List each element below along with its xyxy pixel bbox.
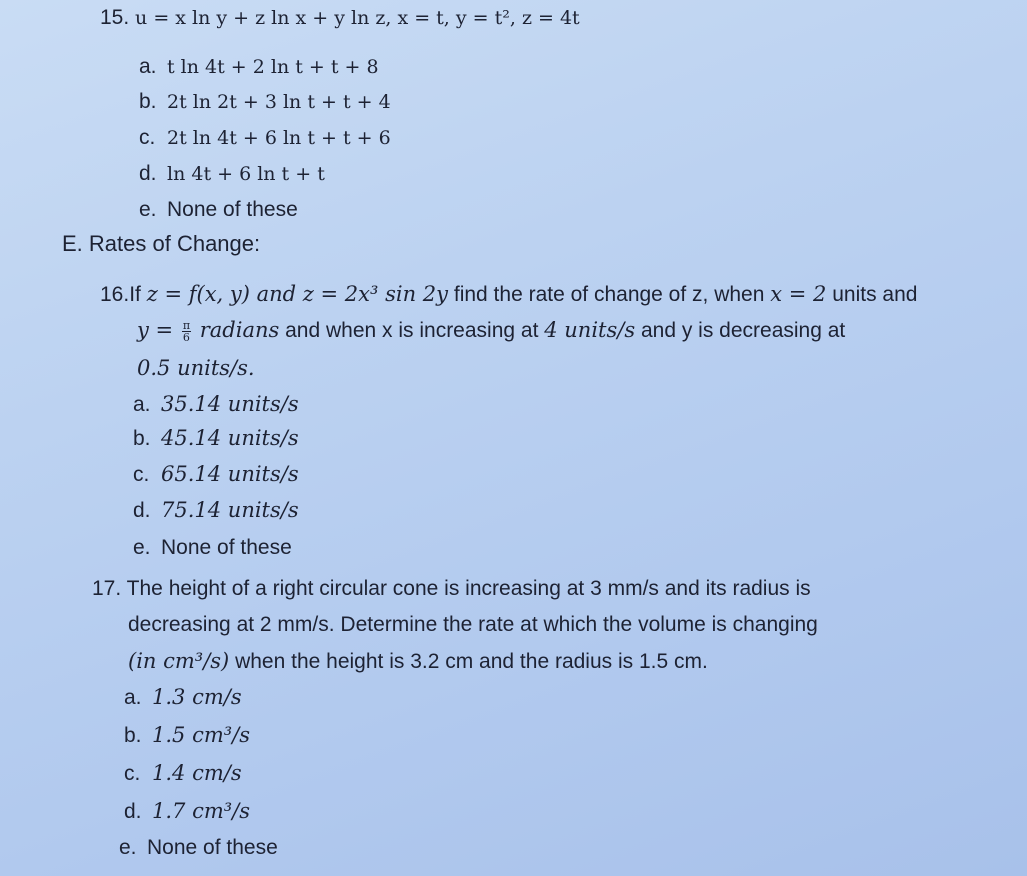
pi-over-six-fraction bbox=[182, 320, 191, 343]
q16-stem-line2 bbox=[137, 317, 845, 344]
option-letter: a. bbox=[133, 393, 151, 416]
q17-option-c[interactable] bbox=[124, 760, 242, 787]
option-text: 1.3 cm/s bbox=[152, 685, 242, 709]
math-segment: 0.5 units/s. bbox=[137, 356, 255, 380]
math-segment: x = 2 bbox=[770, 282, 827, 306]
option-text: 35.14 units/s bbox=[161, 392, 299, 416]
q15-option-a[interactable] bbox=[139, 54, 379, 80]
option-text: 1.4 cm/s bbox=[152, 761, 242, 785]
option-letter: e. bbox=[119, 836, 137, 859]
section-e-heading: E. Rates of Change: bbox=[62, 231, 261, 256]
text-segment: find the rate of change of z, when bbox=[448, 283, 771, 306]
q15-equation: u = x ln y + z ln x + y ln z, x = t, y = t², z = 4t bbox=[135, 7, 580, 29]
option-letter: e. bbox=[133, 536, 151, 559]
option-letter: a. bbox=[124, 686, 142, 709]
option-text: 2t ln 2t + 3 ln t + t + 4 bbox=[167, 91, 391, 113]
q15-option-e[interactable] bbox=[139, 197, 298, 223]
q15-option-d[interactable] bbox=[139, 161, 325, 187]
option-text: None of these bbox=[161, 536, 292, 559]
q17-stem-line3 bbox=[128, 648, 708, 675]
fraction-numerator: π bbox=[182, 318, 191, 332]
q17-option-b[interactable] bbox=[124, 722, 250, 749]
q16-number: 16. bbox=[100, 283, 130, 306]
text-segment: The height of a right circular cone is increasing at 3 mm/s and its radius is bbox=[126, 577, 811, 600]
option-letter: b. bbox=[139, 90, 157, 113]
option-text: None of these bbox=[167, 198, 298, 221]
q17-option-a[interactable] bbox=[124, 684, 242, 711]
option-text: 75.14 units/s bbox=[161, 498, 299, 522]
option-text: 2t ln 4t + 6 ln t + t + 6 bbox=[167, 127, 391, 149]
q16-option-e[interactable] bbox=[133, 535, 292, 561]
option-text: 1.5 cm³/s bbox=[152, 723, 251, 747]
math-segment: z = 2x³ sin 2y bbox=[302, 282, 449, 306]
option-letter: e. bbox=[139, 198, 157, 221]
q17-stem-line2 bbox=[128, 612, 818, 638]
q16-stem-line1 bbox=[100, 281, 917, 308]
option-letter: b. bbox=[133, 427, 151, 450]
q15-option-b[interactable] bbox=[139, 89, 391, 115]
math-segment: z = f(x, y) bbox=[146, 282, 250, 306]
math-segment: radians bbox=[193, 318, 280, 342]
option-text: 1.7 cm³/s bbox=[152, 799, 251, 823]
option-letter: b. bbox=[124, 724, 142, 747]
fraction-denominator: 6 bbox=[182, 330, 190, 344]
option-text: 45.14 units/s bbox=[161, 426, 299, 450]
option-text: ln 4t + 6 ln t + t bbox=[167, 163, 325, 185]
math-segment: (in cm³/s) bbox=[128, 649, 230, 673]
option-letter: d. bbox=[133, 499, 151, 522]
text-segment: and y is decreasing at bbox=[635, 319, 846, 342]
option-text: t ln 4t + 2 ln t + t + 8 bbox=[167, 56, 379, 78]
option-text: 65.14 units/s bbox=[161, 462, 299, 486]
q16-option-b[interactable] bbox=[133, 425, 299, 452]
q16-option-a[interactable] bbox=[133, 391, 299, 418]
text-segment: If bbox=[129, 283, 147, 306]
text-segment: and bbox=[249, 282, 303, 306]
option-text: None of these bbox=[147, 836, 278, 859]
q15-stem bbox=[100, 5, 580, 31]
q17-number: 17. bbox=[92, 577, 122, 600]
option-letter: c. bbox=[124, 762, 141, 785]
math-segment: y = bbox=[137, 318, 180, 342]
text-segment: and when x is increasing at bbox=[279, 319, 545, 342]
option-letter: c. bbox=[133, 463, 150, 486]
q17-option-d[interactable] bbox=[124, 798, 250, 825]
q16-option-c[interactable] bbox=[133, 461, 299, 488]
q15-option-c[interactable] bbox=[139, 125, 391, 151]
option-letter: d. bbox=[124, 800, 142, 823]
option-letter: d. bbox=[139, 162, 157, 185]
option-letter: a. bbox=[139, 55, 157, 78]
q17-stem-line1 bbox=[92, 576, 811, 602]
text-segment: units and bbox=[826, 283, 918, 306]
q17-option-e[interactable] bbox=[119, 835, 278, 861]
option-letter: c. bbox=[139, 126, 156, 149]
q16-stem-line3 bbox=[137, 355, 255, 382]
q16-option-d[interactable] bbox=[133, 497, 299, 524]
math-segment: 4 units/s bbox=[544, 318, 636, 342]
text-segment: decreasing at 2 mm/s. Determine the rate at which the volume is changing bbox=[128, 613, 818, 636]
q15-number: 15. bbox=[100, 6, 130, 29]
text-segment: when the height is 3.2 cm and the radius is 1.5 cm. bbox=[229, 650, 708, 673]
